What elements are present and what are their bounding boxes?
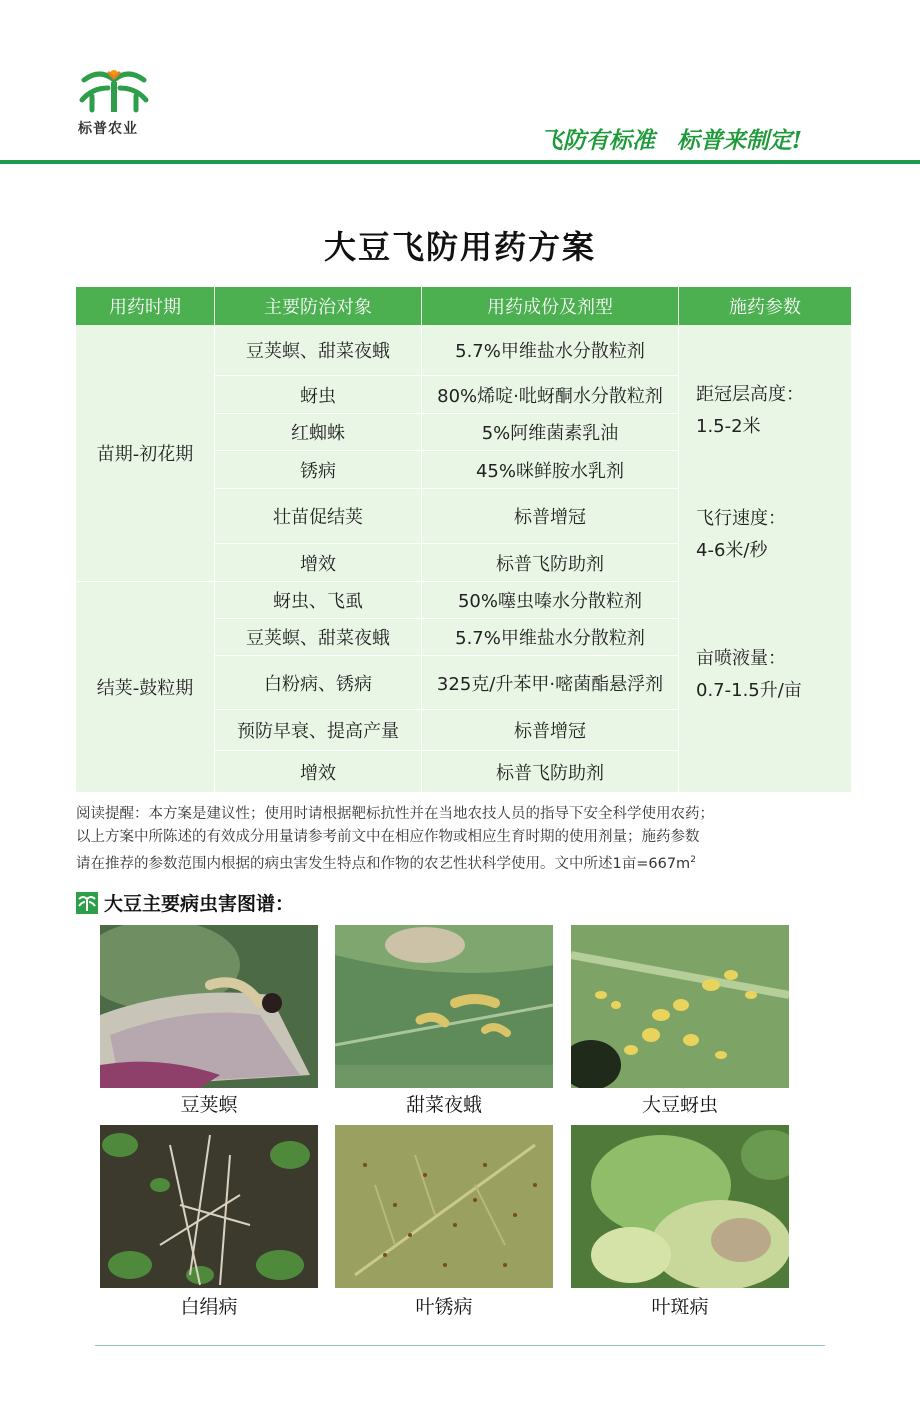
header-agent: 用药成份及剂型 [422,287,678,325]
target-cell: 锈病 [300,460,336,482]
header-target: 主要防治对象 [215,287,421,325]
header-divider [0,160,920,164]
photo-leaf-spot [571,1125,789,1288]
caption: 甜菜夜蛾 [405,1094,482,1116]
target-cell: 蚜虫、飞虱 [273,591,363,612]
agent-cell: 325克/升苯甲·嘧菌酯悬浮剂 [436,673,664,695]
logo-small-icon [76,892,98,914]
note-line: 以上方案中所陈述的有效成分用量请参考前文中在相应作物或相应生育时期的使用剂量；施药参数 [76,829,700,845]
caption: 白绢病 [180,1296,238,1318]
param-value: 4-6米/秒 [696,540,768,561]
header-stage: 用药时期 [76,287,214,325]
photo-leaf-rust [335,1125,553,1288]
target-cell: 蚜虫 [300,385,336,407]
param-label: 亩喷液量： [696,648,786,669]
target-cell: 豆荚螟、甜菜夜蛾 [246,628,390,649]
slogan-part1: 飞防有标准 [539,127,655,154]
param-height [696,379,804,443]
agent-cell: 5.7%甲维盐水分散粒剂 [455,628,645,649]
photo-aphid [571,925,789,1088]
agent-cell: 5%阿维菌素乳油 [481,423,619,444]
target-cell: 增效 [300,553,336,575]
photo-southern-blight [100,1125,318,1288]
agent-cell: 标普增冠 [514,507,586,528]
page-title: 大豆飞防用药方案 [323,228,596,266]
slogan-part2: 标普来制定! [676,127,802,154]
param-label: 飞行速度： [696,508,786,529]
caption: 豆荚螟 [180,1094,238,1116]
gallery-title: 大豆主要病虫害图谱： [104,893,295,915]
note-line-last [76,849,856,876]
gallery-heading [76,889,294,916]
caption: 叶斑病 [651,1296,709,1318]
caption: 大豆蚜虫 [641,1094,718,1116]
agent-cell: 标普飞防助剂 [496,762,604,784]
param-speed [696,503,786,567]
target-cell: 豆荚螟、甜菜夜蛾 [246,341,390,362]
agent-cell: 5.7%甲维盐水分散粒剂 [455,341,645,362]
target-cell: 红蜘蛛 [291,423,345,444]
column-divider [678,325,679,792]
stage-seedling: 苗期-初花期 [96,444,194,465]
brand-logo [78,66,150,136]
agent-cell: 80%烯啶·吡蚜酮水分散粒剂 [437,385,663,407]
spray-plan-table [76,287,851,792]
stage-podding: 结荚-鼓粒期 [96,678,194,699]
param-volume [696,643,802,707]
agent-cell: 标普飞防助剂 [496,553,604,575]
reading-note [76,803,856,876]
agent-cell: 45%咪鲜胺水乳剂 [475,460,624,482]
target-cell: 增效 [300,762,336,784]
footer-divider [95,1345,825,1346]
target-cell: 壮苗促结荚 [273,507,363,528]
note-superscript: 2 [690,855,696,865]
note-line: 请在推荐的参数范围内根据的病虫害发生特点和作物的农艺性状科学使用。文中所述1亩=667m [76,855,691,872]
param-value: 0.7-1.5升/亩 [696,680,802,701]
param-label: 距冠层高度： [696,384,804,405]
brand-name: 标普农业 [78,121,138,137]
caption: 叶锈病 [415,1296,473,1318]
logo-mark-icon [78,66,150,116]
param-value: 1.5-2米 [696,416,761,437]
header-params: 施药参数 [679,287,851,325]
photo-beet-armyworm [335,925,553,1088]
target-cell: 预防早衰、提高产量 [237,721,399,742]
slogan [540,122,802,155]
target-cell: 白粉病、锈病 [264,673,372,695]
note-line: 阅读提醒：本方案是建议性；使用时请根据靶标抗性并在当地农技人员的指导下安全科学使用农药； [76,806,714,822]
agent-cell: 50%噻虫嗪水分散粒剂 [457,591,642,612]
agent-cell: 标普增冠 [514,721,586,742]
photo-pod-borer [100,925,318,1088]
